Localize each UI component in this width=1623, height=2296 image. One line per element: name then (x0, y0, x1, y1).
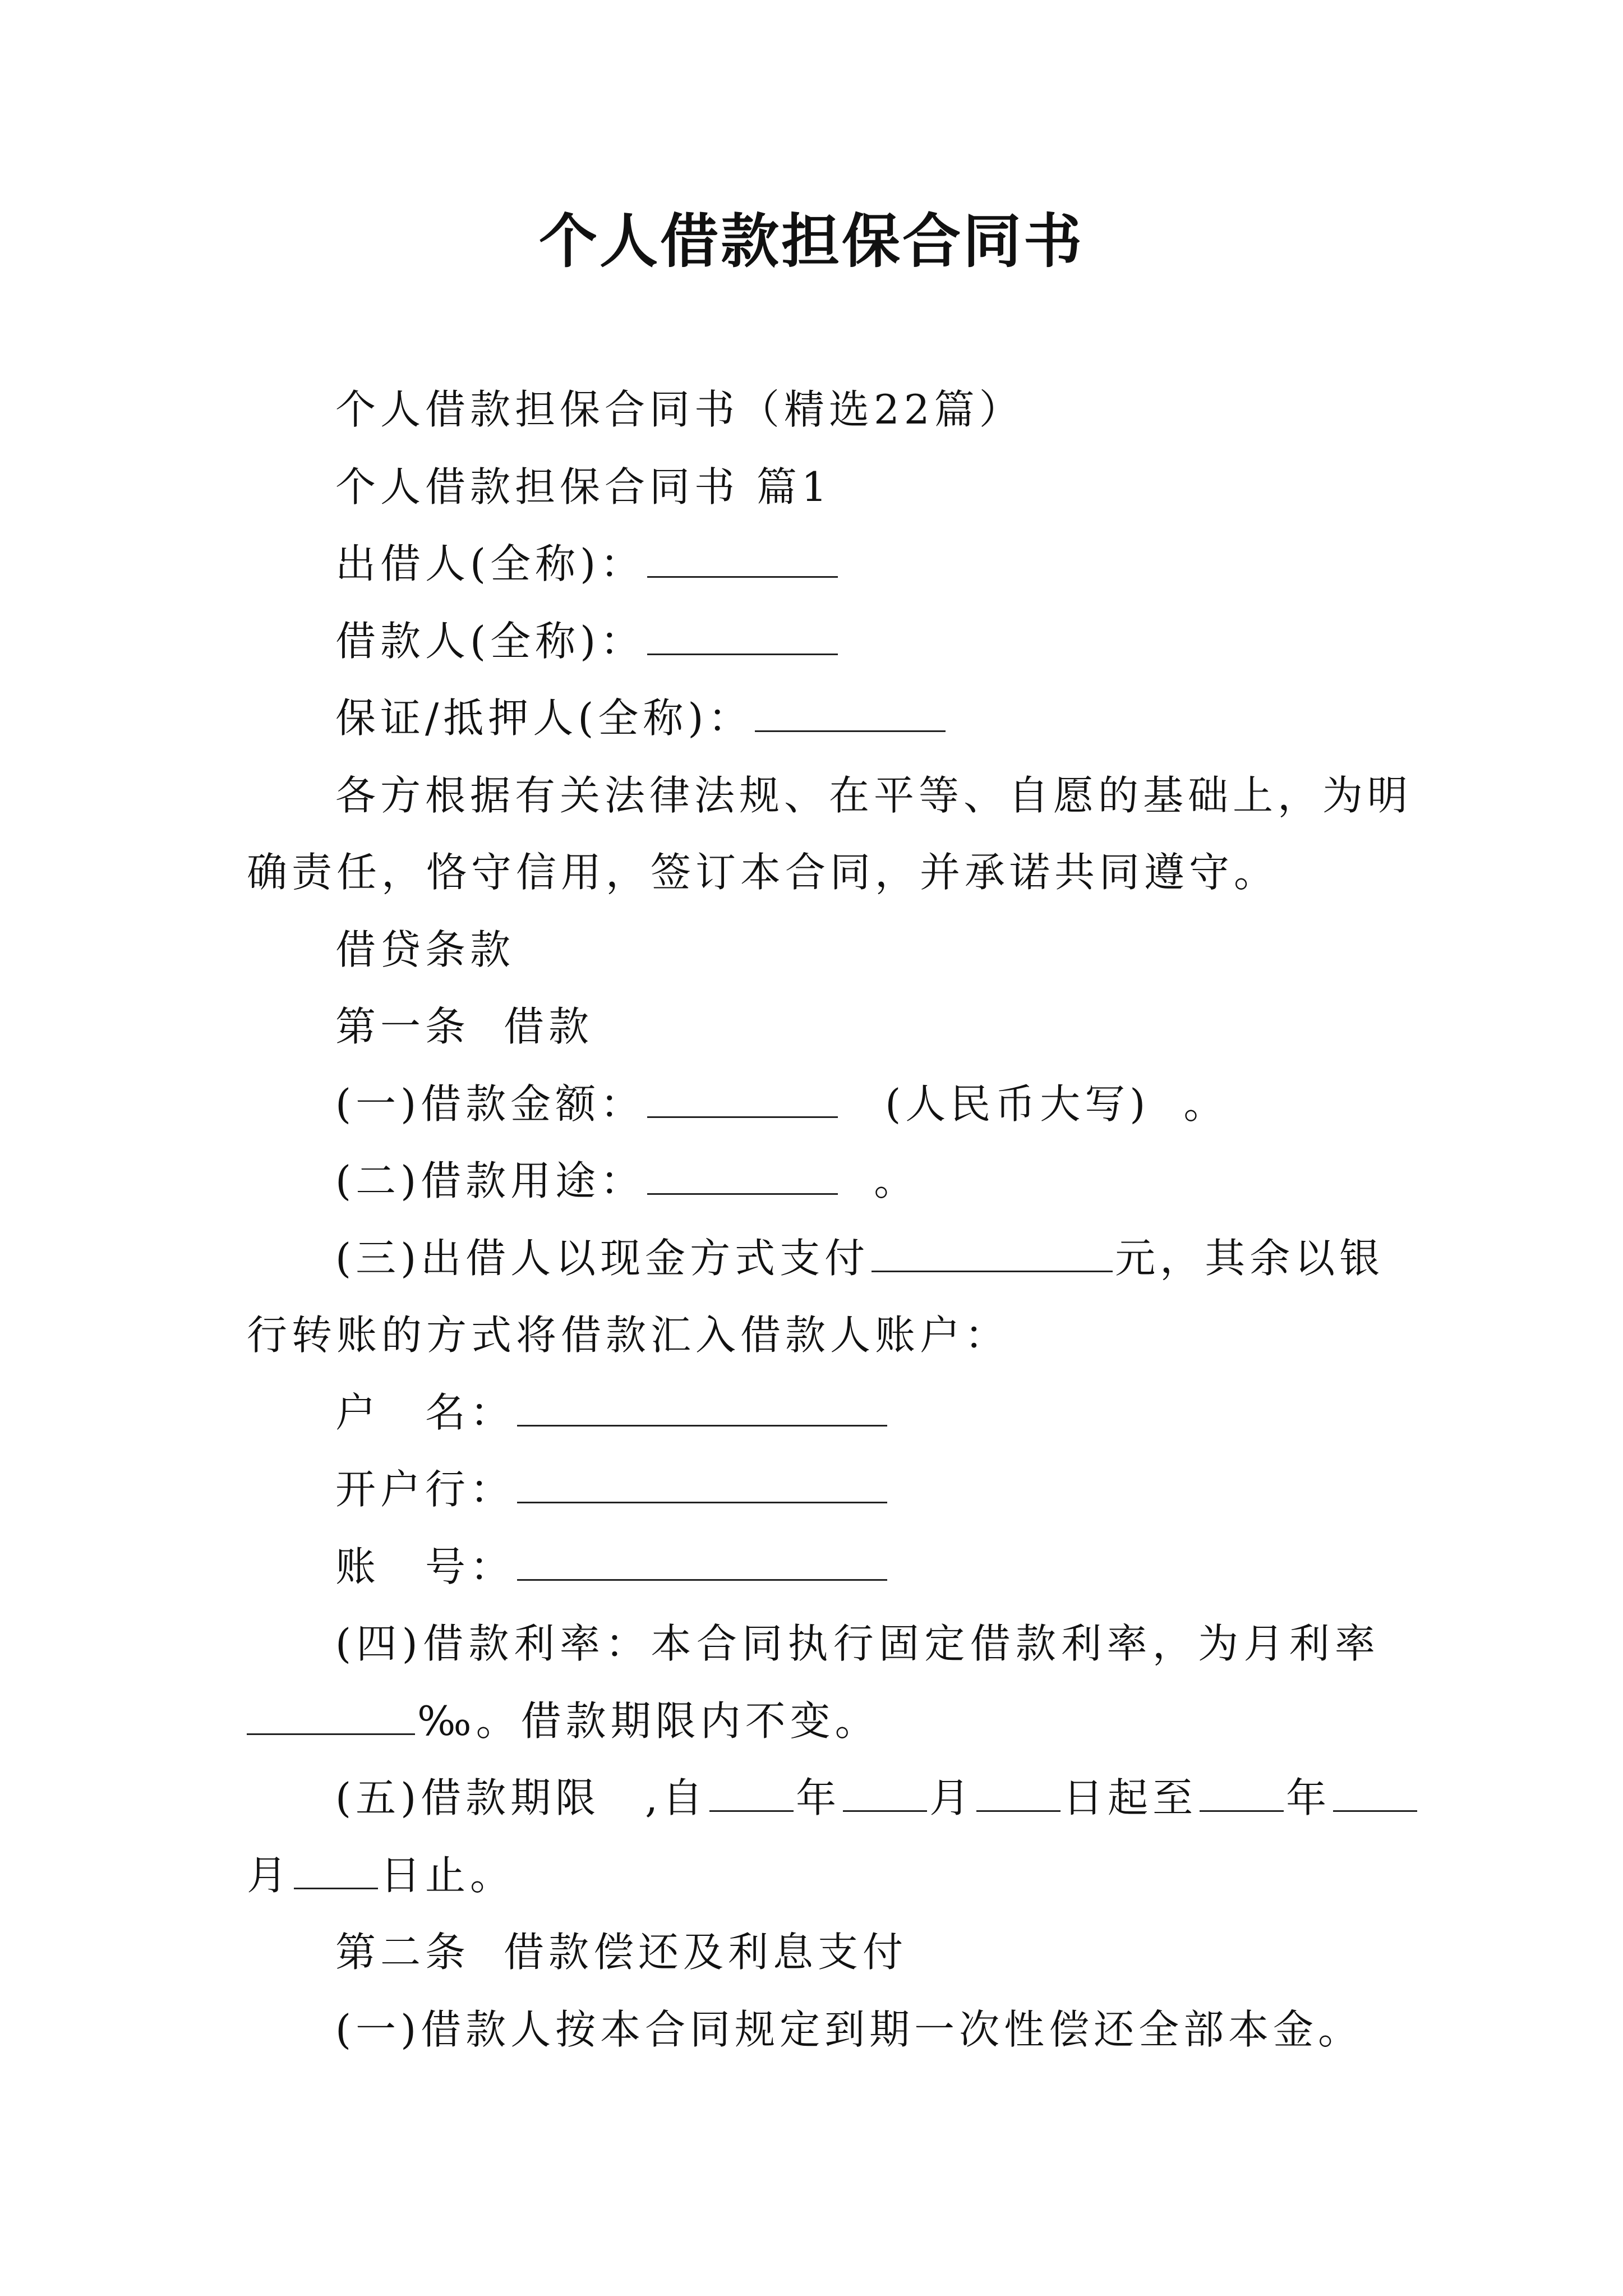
account-name-line (335, 1384, 889, 1441)
item2-label: (二)借款用途： (335, 1157, 645, 1204)
account-name-label: 户 名： (335, 1389, 515, 1436)
lender-line (335, 536, 840, 592)
month-label-2: 月 (247, 1852, 292, 1899)
article1-item5-line1 (335, 1770, 1419, 1826)
start-year-blank (709, 1775, 794, 1812)
article2-heading (335, 1924, 907, 1980)
article1-item4-line1: (四)借款利率：本合同执行固定借款利率，为月利率 (335, 1620, 1380, 1667)
article1-item3-line2: 行转账的方式将借款汇入借款人账户： (247, 1312, 1010, 1359)
bank-label: 开户行： (335, 1466, 515, 1513)
item5-label: (五)借款期限 ,自 (335, 1774, 708, 1821)
article1-item4-line2 (247, 1693, 880, 1749)
article1-item1 (335, 1076, 1228, 1132)
article1-title: 借款 (504, 1003, 594, 1050)
article1-item2 (335, 1153, 919, 1209)
day-to-label: 日止。 (380, 1852, 515, 1899)
month-label-1: 月 (929, 1774, 975, 1821)
end-day-blank (294, 1853, 378, 1889)
bank-blank (517, 1467, 887, 1503)
item3-label: (三)出借人以现金方式支付 (335, 1235, 870, 1282)
guarantor-label: 保证/抵押人(全称)： (335, 694, 753, 742)
document-subtitle: 个人借款担保合同书（精选22篇） (335, 386, 1024, 433)
borrower-blank (647, 619, 838, 655)
lender-blank (647, 541, 838, 578)
guarantor-blank (755, 696, 946, 732)
account-number-label: 账 号： (335, 1543, 515, 1590)
account-name-blank (517, 1390, 887, 1427)
chapter-heading: 个人借款担保合同书 篇1 (335, 463, 832, 510)
year-label-2: 年 (1286, 1774, 1331, 1821)
cash-amount-blank (872, 1236, 1113, 1272)
document-title: 个人借款担保合同书 (538, 206, 1084, 275)
lender-label: 出借人(全称)： (335, 540, 645, 587)
section-heading: 借贷条款 (335, 926, 515, 973)
borrower-label: 借款人(全称)： (335, 618, 645, 665)
end-month-blank-part (1333, 1775, 1417, 1812)
item4-line2-text: ‰。借款期限内不变。 (417, 1697, 880, 1745)
preamble-line-1: 各方根据有关法律法规、在平等、自愿的基础上，为明 (335, 772, 1413, 819)
account-number-line (335, 1539, 889, 1595)
end-year-blank (1200, 1775, 1284, 1812)
article1-item5-line2 (247, 1847, 515, 1903)
interest-rate-blank (247, 1699, 415, 1735)
amount-blank (647, 1082, 838, 1118)
item1-end: 。 (1183, 1080, 1229, 1128)
item3-suffix: 元，其余以银 (1115, 1235, 1385, 1282)
item1-currency-note: (人民币大写) (885, 1080, 1150, 1128)
purpose-blank (647, 1158, 838, 1195)
article1-heading (335, 999, 593, 1055)
article1-number: 第一条 (335, 1003, 471, 1050)
article1-item3-line1 (335, 1230, 1384, 1286)
article2-title: 借款偿还及利息支付 (504, 1929, 908, 1976)
day-from-label: 日起至 (1063, 1774, 1198, 1821)
bank-line (335, 1461, 889, 1517)
article2-item1: (一)借款人按本合同规定到期一次性偿还全部本金。 (335, 2006, 1363, 2053)
borrower-line (335, 613, 840, 669)
item1-label: (一)借款金额： (335, 1080, 645, 1128)
article2-number: 第二条 (335, 1929, 471, 1976)
start-month-blank (843, 1775, 927, 1812)
guarantor-line (335, 690, 948, 746)
preamble-line-2: 确责任，恪守信用，签订本合同，并承诺共同遵守。 (247, 849, 1279, 896)
item2-end: 。 (874, 1157, 919, 1204)
start-day-blank (976, 1775, 1061, 1812)
year-label-1: 年 (796, 1774, 841, 1821)
account-number-blank (517, 1544, 887, 1581)
